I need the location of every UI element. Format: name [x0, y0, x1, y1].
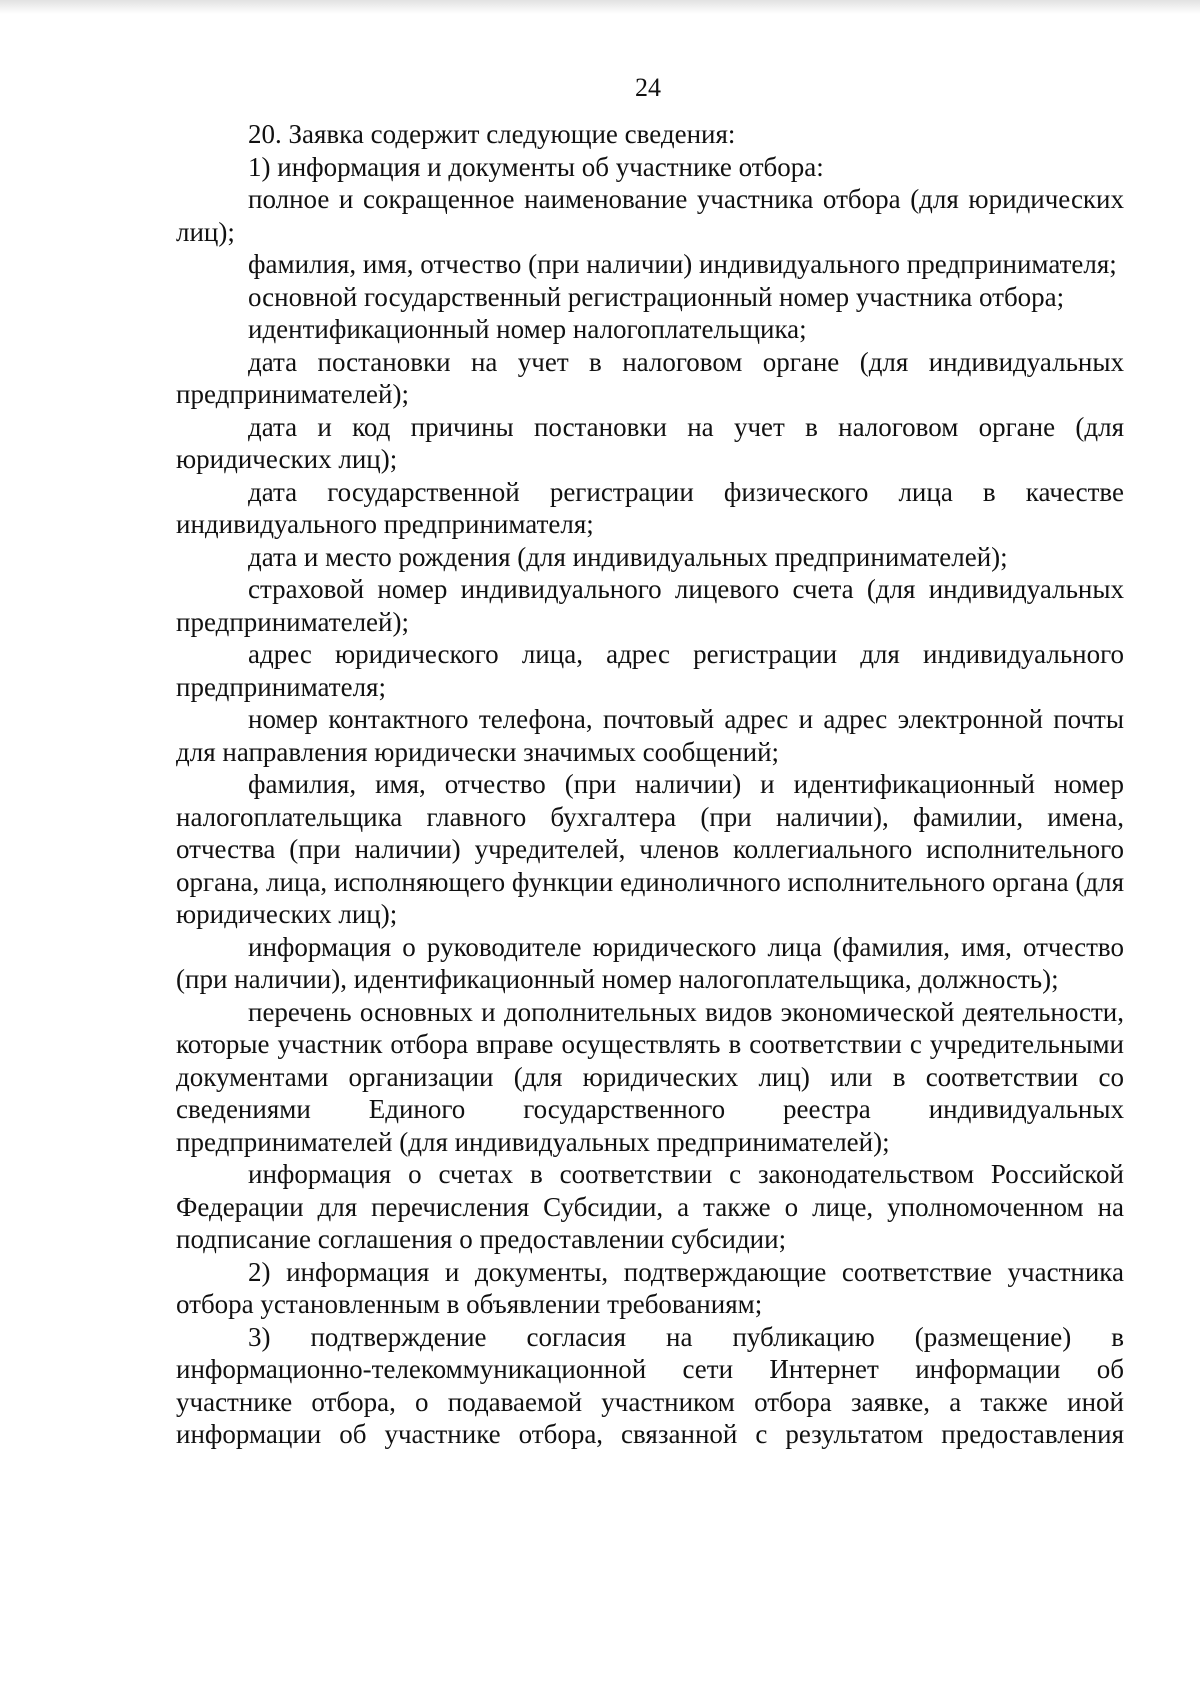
document-body [176, 118, 1124, 1451]
paragraph: дата и место рождения (для индивидуальных предпринимателей); [248, 541, 1008, 572]
paragraph: дата и код причины постановки на учет в налоговом органе (для юридических лиц); [176, 411, 1124, 474]
paragraph: фамилия, имя, отчество (при наличии) и идентификационный номер налогоплательщика главного бухгалтера (при наличии), фамилии, имена, отчества (при наличии) учредителей, членов коллегиального исполнительного органа, лица, исполняющего функции единоличного исполнительного органа (для юридических лиц); [176, 769, 1124, 929]
paragraph: информация о руководителе юридического лица (фамилия, имя, отчество (при наличии), идентификационный номер налогоплательщика, должность); [176, 931, 1124, 994]
paragraph: номер контактного телефона, почтовый адрес и адрес электронной почты для направления юридически значимых сообщений; [176, 704, 1124, 767]
page-number: 24 [635, 73, 661, 102]
paragraph: основной государственный регистрационный номер участника отбора; [248, 281, 1065, 312]
paragraph: фамилия, имя, отчество (при наличии) индивидуального предпринимателя; [248, 249, 1117, 279]
paragraph: 20. Заявка содержит следующие сведения: [248, 119, 736, 149]
paragraph: 2) информация и документы, подтверждающие соответствие участника отбора установленным в объявлении требованиям; [176, 1256, 1124, 1319]
paragraph: дата государственной регистрации физического лица в качестве индивидуального предпринимателя; [176, 476, 1124, 539]
scan-top-edge [0, 0, 1200, 14]
paragraph: перечень основных и дополнительных видов экономической деятельности, которые участник отбора вправе осуществлять в соответствии с учредительными документами организации (для юридических лиц) или в соответствии со сведениями Единого государственного реестра индивидуальных предпринимателей (для индивидуальных предпринимателей); [176, 996, 1124, 1157]
paragraph: информация о счетах в соответствии с законодательством Российской Федерации для перечисления Субсидии, а также о лице, уполномоченном на подписание соглашения о предоставлении субсидии; [176, 1159, 1124, 1254]
paragraph: страховой номер индивидуального лицевого счета (для индивидуальных предпринимателей); [176, 574, 1124, 637]
paragraph: полное и сокращенное наименование участника отбора (для юридических лиц); [176, 184, 1124, 247]
paragraph: адрес юридического лица, адрес регистрации для индивидуального предпринимателя; [176, 639, 1124, 702]
paragraph: идентификационный номер налогоплательщика; [248, 314, 807, 344]
paragraph: 1) информация и документы об участнике отбора: [248, 151, 824, 182]
paragraph: 3) подтверждение согласия на публикацию (размещение) в информационно-телекоммуникационной сети Интернет информации об участнике отбора, о подаваемой участником отбора заявке, а также иной информации об участнике отбора, связанной с результатом предоставления [176, 1321, 1124, 1449]
paragraph: дата постановки на учет в налоговом органе (для индивидуальных предпринимателей); [176, 346, 1124, 409]
